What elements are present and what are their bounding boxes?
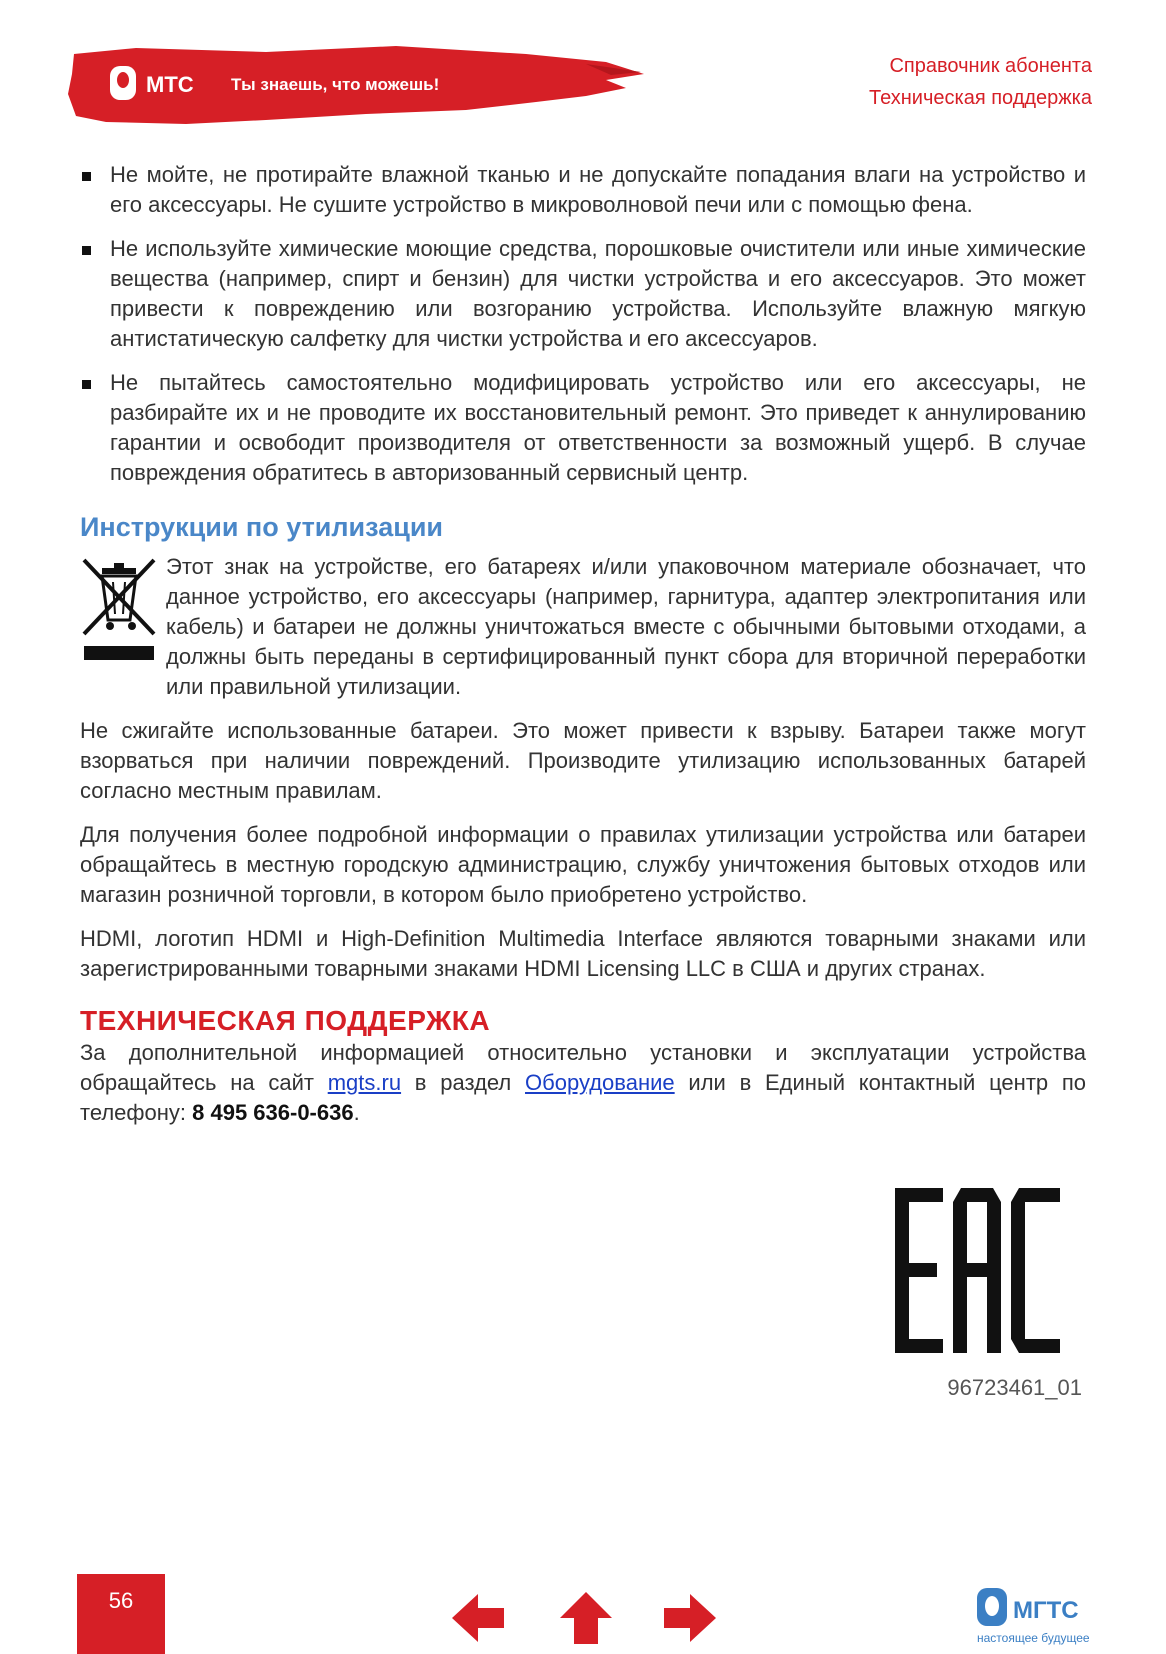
square-bullet-icon [82,246,91,255]
arrow-up-icon[interactable] [558,1590,614,1646]
arrow-right-icon[interactable] [662,1590,718,1646]
equipment-section-link[interactable]: Оборудование [525,1070,675,1095]
list-item: Не используйте химические моющие средства, порошковые очистители или иные химические вещества (например, спирт и бензин) для чистки устройства и его аксессуаров. Это может привести к повреждению или возгоранию устройства. Используйте влажную мягкую антистатическую салфетку для чистки устройства и его аксессуаров. [80,234,1086,354]
brand-slogan: Ты знаешь, что можешь! [231,75,440,94]
eac-certification-mark [895,1188,1060,1353]
brand-name: МТС [146,72,194,97]
battery-warning: Не сжигайте использованные батареи. Это может привести к взрыву. Батареи также могут взорваться при наличии повреждений. Производите утилизацию использованных батарей согласно местным правилам. [80,718,1086,803]
weee-block [80,552,1086,702]
care-bullet-list [80,160,1086,488]
page-number-box [77,1574,165,1654]
square-bullet-icon [82,380,91,389]
mgts-logo [975,1586,1095,1646]
mgts-logo-tagline: настоящее будущее [977,1631,1090,1645]
list-item: Не мойте, не протирайте влажной тканью и не допускайте попадания влаги на устройство и его аксессуары. Не сушите устройство в микроволновой печи или с помощью фена. [80,160,1086,220]
section-line-1: Справочник абонента [889,55,1092,77]
page-number: 56 [108,1588,134,1613]
disposal-section-title: Инструкции по утилизации [80,512,444,542]
weee-description: Этот знак на устройстве, его батареях и/или упаковочном материале обозначает, что данное устройство, его аксессуары (например, гарнитура, адаптер электропитания или кабель) и батареи не должны уничтожаться вместе с обычными бытовыми отходами, а должны быть переданы в сертифицированный пункт сбора для вторичной переработки или правильной утилизации. [166,554,1086,699]
section-breadcrumb [869,50,1092,114]
list-item: Не пытайтесь самостоятельно модифицировать устройство или его аксессуары, не разбирайте их и не проводите их восстановительный ремонт. Это приведет к аннулированию гарантии и освободит производителя от ответственности за возможный ущерб. В случае повреждения обратитесь в авторизованный сервисный центр. [80,368,1086,488]
document-code: 96723461_01 [947,1375,1082,1400]
hdmi-trademark: HDMI, логотип HDMI и High-Definition Multimedia Interface являются товарными знаками или зарегистрированными товарными знаками HDMI Licensing LLC в США и других странах. [80,926,1086,981]
square-bullet-icon [82,172,91,181]
support-section-title: ТЕХНИЧЕСКАЯ ПОДДЕРЖКА [80,1005,491,1036]
support-phone: 8 495 636-0-636 [192,1100,354,1125]
crossed-bin-icon [80,554,158,664]
mgts-site-link[interactable]: mgts.ru [327,1070,402,1095]
support-text: За дополнительной информацией относительно установки и эксплуатации устройства обращайтесь на сайт mgts.ru в раздел Оборудование или в Единый контактный центр по телефону: 8 495 636-0-636. [80,1040,1087,1125]
mts-header-banner [66,44,646,126]
section-line-2: Техническая поддержка [868,87,1092,109]
disposal-info: Для получения более подробной информации о правилах утилизации устройства или батареи обращайтесь в местную городскую администрацию, службу уничтожения бытовых отходов или магазин розничной торговли, в котором было приобретено устройство. [80,822,1086,907]
main-content [80,160,1086,1128]
mgts-logo-name: МГТС [1013,1597,1079,1624]
arrow-left-icon[interactable] [450,1590,506,1646]
